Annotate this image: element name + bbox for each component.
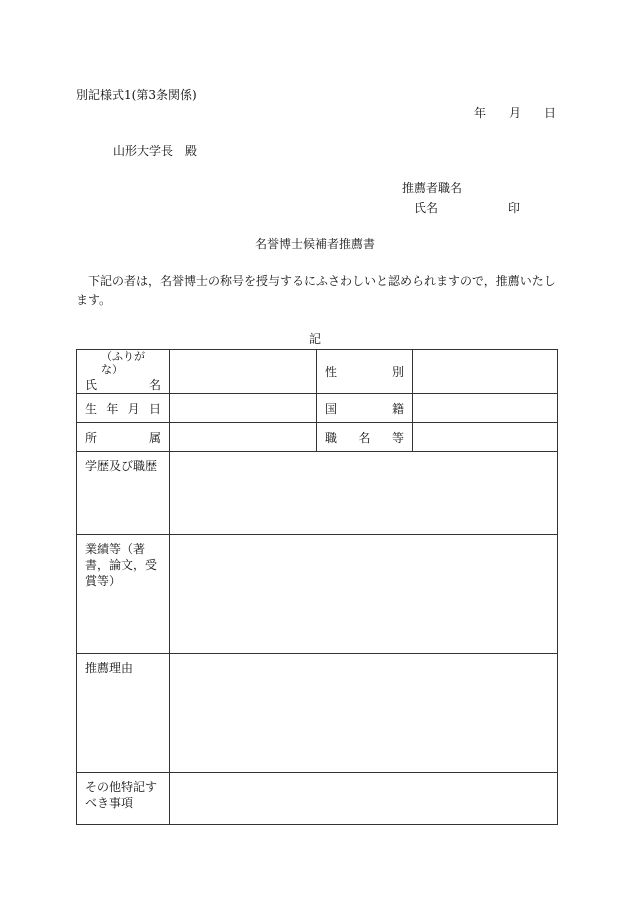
recommender-position-label: 推薦者職名 — [402, 181, 463, 195]
name-label-cell — [77, 350, 170, 394]
name-row — [77, 350, 558, 394]
name-label: 氏 名 — [85, 378, 161, 392]
seal-mark: 印 — [507, 201, 520, 215]
nationality-label: 国 籍 — [325, 401, 404, 416]
date-line — [474, 104, 556, 121]
gender-label-cell — [317, 350, 413, 394]
other-label: その他特記すべき事項 — [77, 773, 170, 825]
reason-label: 推薦理由 — [77, 654, 170, 773]
position-field[interactable] — [413, 423, 558, 452]
reason-row — [77, 654, 558, 773]
form-number-label: 別記様式1(第3条関係) — [76, 88, 197, 102]
date-year-label: 年 — [474, 106, 487, 120]
recommendation-form-table — [76, 349, 558, 825]
gender-field[interactable] — [413, 350, 558, 394]
affiliation-field[interactable] — [170, 423, 317, 452]
birthdate-label: 生 年 月 日 — [85, 401, 161, 416]
position-label-cell — [317, 423, 413, 452]
other-field[interactable] — [170, 773, 558, 825]
education-label: 学歴及び職歴 — [77, 452, 170, 535]
date-day-label: 日 — [543, 106, 556, 120]
affiliation-row — [77, 423, 558, 452]
recommender-name-label: 氏名 — [414, 201, 439, 215]
nationality-label-cell — [317, 394, 413, 423]
birthdate-row — [77, 394, 558, 423]
achievements-field[interactable] — [170, 535, 558, 654]
document-title: 名誉博士候補者推薦書 — [254, 237, 375, 251]
position-label: 職 名 等 — [325, 430, 404, 445]
body-text: 下記の者は，名誉博士の称号を授与するにふさわしいと認められますので，推薦いたします。 — [76, 274, 556, 307]
furigana-label: （ふりがな） — [101, 350, 145, 376]
education-field[interactable] — [170, 452, 558, 535]
name-field[interactable] — [170, 350, 317, 394]
birthdate-field[interactable] — [170, 394, 317, 423]
date-month-label: 月 — [508, 106, 521, 120]
gender-label: 性 別 — [325, 365, 404, 379]
birthdate-label-cell — [77, 394, 170, 423]
other-row — [77, 773, 558, 825]
achievements-row — [77, 535, 558, 654]
education-row — [77, 452, 558, 535]
reason-field[interactable] — [170, 654, 558, 773]
ki-heading: 記 — [308, 332, 321, 346]
achievements-label: 業績等（著書，論文，受賞等） — [77, 535, 170, 654]
affiliation-label: 所 属 — [85, 430, 161, 445]
recipient: 山形大学長 殿 — [113, 144, 198, 158]
affiliation-label-cell — [77, 423, 170, 452]
recommender-name-row — [414, 199, 520, 216]
nationality-field[interactable] — [413, 394, 558, 423]
